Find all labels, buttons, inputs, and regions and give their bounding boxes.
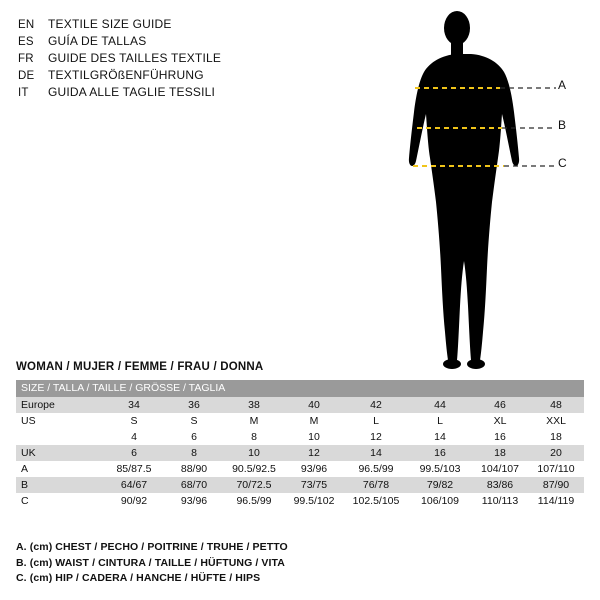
cell: 104/107	[472, 461, 528, 477]
cell: 36	[164, 397, 224, 413]
cell: 76/78	[344, 477, 408, 493]
row-label: B	[16, 477, 104, 493]
cell: 20	[528, 445, 584, 461]
cell: 96.5/99	[344, 461, 408, 477]
language-title: TEXTILGRÖßENFÜHRUNG	[48, 68, 204, 82]
cell: L	[344, 413, 408, 429]
marker-label-c: C	[558, 156, 567, 170]
cell: 68/70	[164, 477, 224, 493]
cell: 14	[344, 445, 408, 461]
row-label	[16, 429, 104, 445]
cell: 46	[472, 397, 528, 413]
table-header-label: SIZE / TALLA / TAILLE / GRÖSSE / TAGLIA	[16, 380, 584, 397]
cell: 93/96	[164, 493, 224, 509]
cell: 12	[344, 429, 408, 445]
table-row	[16, 477, 584, 493]
note-hip: C. (cm) HIP / CADERA / HANCHE / HÜFTE / HIPS	[16, 572, 261, 584]
cell: 10	[224, 445, 284, 461]
language-title: TEXTILE SIZE GUIDE	[48, 17, 172, 31]
size-table-wrap	[16, 380, 584, 509]
cell: L	[408, 413, 472, 429]
table-header-row	[16, 380, 584, 397]
language-title: GUIDE DES TAILLES TEXTILE	[48, 51, 222, 65]
language-row	[18, 33, 348, 50]
table-row	[16, 413, 584, 429]
silhouette-icon	[409, 11, 519, 369]
female-silhouette-figure	[360, 6, 590, 376]
note-chest: A. (cm) CHEST / PECHO / POITRINE / TRUHE / PETTO	[16, 541, 288, 553]
cell: 34	[104, 397, 164, 413]
size-table	[16, 380, 584, 509]
cell: 83/86	[472, 477, 528, 493]
language-row	[18, 50, 348, 67]
row-label: C	[16, 493, 104, 509]
cell: 6	[104, 445, 164, 461]
cell: 40	[284, 397, 344, 413]
language-row	[18, 67, 348, 84]
language-code: EN	[18, 19, 35, 31]
marker-label-b: B	[558, 118, 567, 132]
cell: S	[104, 413, 164, 429]
cell: 16	[408, 445, 472, 461]
language-title: GUIDA ALLE TAGLIE TESSILI	[48, 85, 216, 99]
language-code: FR	[18, 53, 34, 65]
cell: 64/67	[104, 477, 164, 493]
row-label: Europe	[16, 397, 104, 413]
cell: 87/90	[528, 477, 584, 493]
cell: 99.5/103	[408, 461, 472, 477]
cell: 85/87.5	[104, 461, 164, 477]
note-waist: B. (cm) WAIST / CINTURA / TAILLE / HÜFTUNG / VITA	[16, 556, 285, 569]
cell: 48	[528, 397, 584, 413]
cell: 114/119	[528, 493, 584, 509]
marker-label-a: A	[558, 78, 567, 92]
language-title: GUÍA DE TALLAS	[48, 34, 147, 48]
cell: M	[224, 413, 284, 429]
cell: 102.5/105	[344, 493, 408, 509]
cell: 73/75	[284, 477, 344, 493]
cell: 107/110	[528, 461, 584, 477]
table-row	[16, 445, 584, 461]
cell: 6	[164, 429, 224, 445]
measurement-notes	[16, 540, 576, 587]
language-code: DE	[18, 70, 35, 82]
cell: XL	[472, 413, 528, 429]
table-row	[16, 461, 584, 477]
cell: 4	[104, 429, 164, 445]
cell: 14	[408, 429, 472, 445]
language-title-list	[18, 16, 348, 101]
cell: 18	[472, 445, 528, 461]
cell: 38	[224, 397, 284, 413]
row-label: UK	[16, 445, 104, 461]
cell: 42	[344, 397, 408, 413]
language-row	[18, 84, 348, 101]
cell: 96.5/99	[224, 493, 284, 509]
cell: 8	[164, 445, 224, 461]
row-label: A	[16, 461, 104, 477]
cell: 110/113	[472, 493, 528, 509]
cell: 12	[284, 445, 344, 461]
table-row	[16, 429, 584, 445]
row-label: US	[16, 413, 104, 429]
language-code: ES	[18, 36, 34, 48]
cell: 8	[224, 429, 284, 445]
cell: M	[284, 413, 344, 429]
cell: 10	[284, 429, 344, 445]
cell: 99.5/102	[284, 493, 344, 509]
cell: 88/90	[164, 461, 224, 477]
cell: S	[164, 413, 224, 429]
cell: 90/92	[104, 493, 164, 509]
table-row	[16, 493, 584, 509]
language-row	[18, 16, 348, 33]
cell: 16	[472, 429, 528, 445]
language-code: IT	[18, 87, 29, 99]
cell: 93/96	[284, 461, 344, 477]
cell: XXL	[528, 413, 584, 429]
table-row	[16, 397, 584, 413]
cell: 106/109	[408, 493, 472, 509]
section-label: WOMAN / MUJER / FEMME / FRAU / DONNA	[16, 361, 264, 373]
cell: 44	[408, 397, 472, 413]
cell: 90.5/92.5	[224, 461, 284, 477]
cell: 70/72.5	[224, 477, 284, 493]
cell: 79/82	[408, 477, 472, 493]
cell: 18	[528, 429, 584, 445]
